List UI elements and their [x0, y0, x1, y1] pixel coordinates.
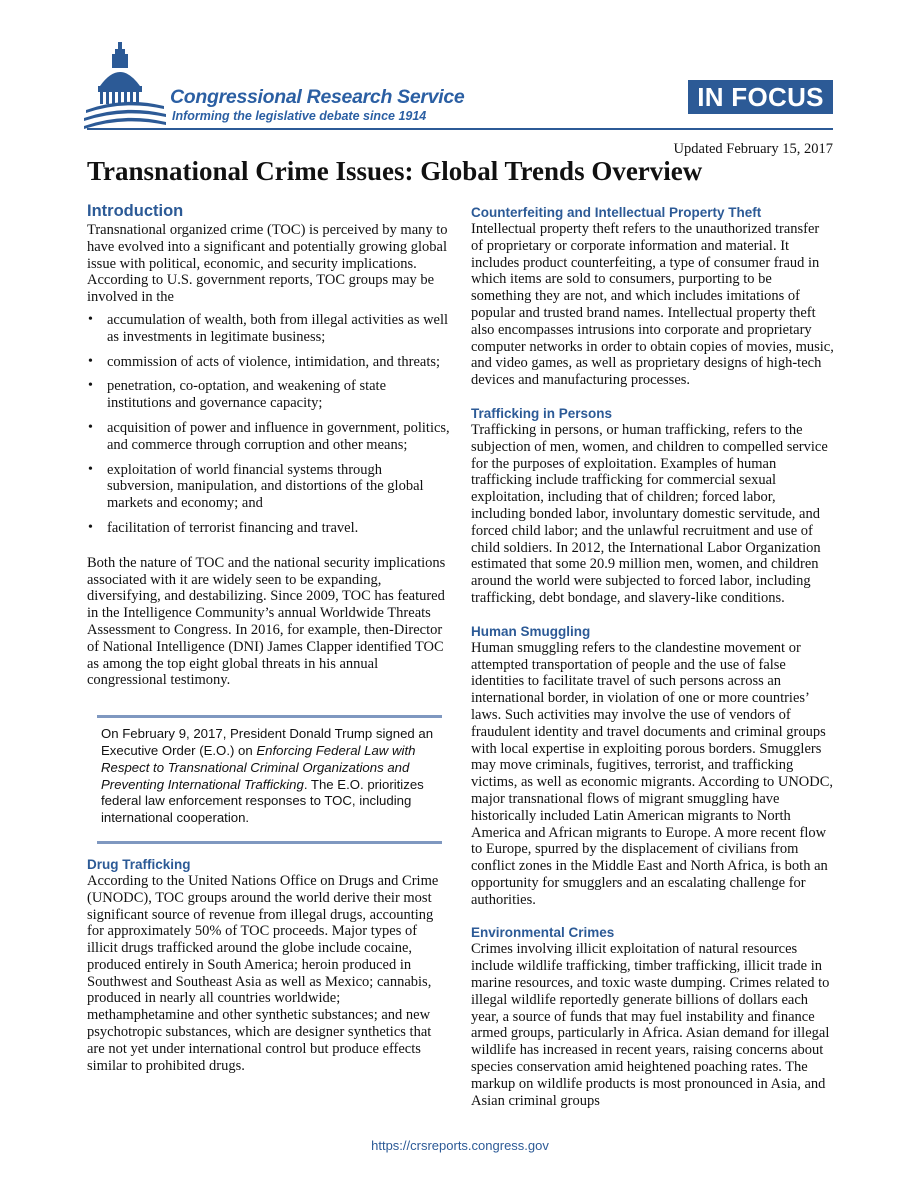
- in-focus-badge: IN FOCUS: [688, 80, 833, 114]
- right-column: [471, 204, 834, 1109]
- bullet-item: • acquisition of power and influence in government, politics, and commerce through corruption and other means;: [87, 420, 450, 454]
- counterfeiting-paragraph: Intellectual property theft refers to the unauthorized transfer of proprietary or corporate information and material. It includes product counterfeiting, a type of consumer fraud in which items are sold to consumers, purporting to be something they are not, and which includes imitations of popular and trusted brand names. Intellectual property theft also encompasses intrusions into corporate and proprietary computer networks in order to obtain copies of movies, music, and video games, as well as proprietary designs of high-tech devices and manufacturing processes.: [471, 221, 834, 389]
- org-name: Congressional Research Service: [170, 86, 465, 108]
- callout-order-title: Enforcing Federal Law with Respect to Transnational Criminal Organizations and Preventing International Trafficking: [101, 742, 416, 792]
- updated-date: Updated February 15, 2017: [673, 141, 833, 157]
- intro-paragraph: Transnational organized crime (TOC) is perceived by many to have evolved into a significant and potentially growing global issue with political, economic, and security implications. According to U.S. government reports, TOC groups may be involved in the: [87, 222, 448, 306]
- bullet-item: • accumulation of wealth, both from illegal activities as well as investments in legitimate business;: [87, 312, 450, 346]
- drug-trafficking-paragraph: According to the United Nations Office on Drugs and Crime (UNODC), TOC groups around the world derive their most significant source of revenue from illegal drugs, accounting for approximately 50% of TOC proceeds. Major types of illicit drugs trafficked around the globe include cocaine, produced entirely in South America; heroin produced in Southwest and Southeast Asia as well as Mexico; cannabis, produced in nearly all countries worldwide; methamphetamine and other synthetic substances; and new psychotropic substances, which are designer synthetics that are not yet under international control but produce effects similar to prohibited drugs.: [87, 872, 439, 1074]
- capitol-dome-logo: [84, 40, 166, 132]
- environmental-crimes-paragraph: Crimes involving illicit exploitation of natural resources include wildlife trafficking, timber trafficking, illicit trade in marine resources, and toxic waste dumping. Crimes related to illegal wildlife reportedly generate billions of dollars each year, a source of funds that may fuel instability and finance armed groups, particularly in Africa. Asian demand for illegal wildlife has increased in recent years, raising concerns about species conservation amid heightened poaching rates. The markup on wildlife products is most pronounced in Asia, and Asian criminal groups: [471, 941, 830, 1109]
- callout-text-end: . The E.O. prioritizes federal law enforcement responses to TOC, including international cooperation.: [101, 776, 424, 826]
- section-heading-environmental-crimes: Environmental Crimes: [471, 925, 615, 941]
- section-heading-introduction: Introduction: [87, 202, 184, 220]
- left-column: [87, 201, 450, 1074]
- section-heading-drug-trafficking: Drug Trafficking: [87, 856, 191, 872]
- footer-url-link[interactable]: https://crsreports.congress.gov: [371, 1138, 549, 1153]
- section-heading-trafficking-in-persons: Trafficking in Persons: [471, 405, 613, 421]
- executive-order-callout: [97, 715, 442, 844]
- section-heading-counterfeiting: Counterfeiting and Intellectual Property Theft: [471, 205, 762, 220]
- header-rule: [87, 128, 833, 130]
- bullet-item: • exploitation of world financial systems through subversion, manipulation, and distortions of the global markets and economy; and: [87, 462, 450, 512]
- human-smuggling-paragraph: Human smuggling refers to the clandestine movement or attempted transportation of people and the use of false identities to facilitate travel of such persons across an international border, in violation of one or more countries’ laws. Such activities may involve the use of vendors of fraudulent identity and travel documents and criminal groups with local expertise in exploiting porous borders. Smugglers may move criminals, fugitives, terrorist, and trafficking victims, as well as economic migrants. According to UNODC, major transnational flows of migrant smuggling have historically included Latin American migrants to North America and African migrants to Europe. A more recent flow to Europe, spurred by the displacement of civilians from conflict zones in the Middle East and North Africa, is both an opportunity for smugglers and an escalating challenge for authorities.: [471, 639, 834, 908]
- threats-paragraph: Both the nature of TOC and the national security implications associated with it are widely seen to be expanding, diversifying, and destabilizing. Since 2009, TOC has featured in the Intelligence Community’s annual Worldwide Threats Assessment to Congress. In 2016, for example, then-Director of National Intelligence (DNI) James Clapper identified TOC as among the top eight global threats in his annual congressional testimony.: [87, 554, 446, 689]
- trafficking-in-persons-paragraph: Trafficking in persons, or human trafficking, refers to the subjection of men, women, and children to compelled service for the purposes of exploitation. Examples of human trafficking include trafficking for commercial sexual exploitation, including that of children; forced labor, including bonded labor, involuntary domestic servitude, and forced child labor; and the unlawful recruitment and use of child soldiers. In 2012, the International Labor Organization estimated that some 20.9 million men, women, and children around the world were subjected to forced labor, including trafficking, debt bondage, and slavery-like conditions.: [471, 421, 828, 606]
- document-title: Transnational Crime Issues: Global Trends Overview: [87, 156, 703, 186]
- bullet-item: • commission of acts of violence, intimidation, and threats;: [87, 354, 450, 371]
- callout-text: On February 9, 2017, President Donald Trump signed an Executive Order (E.O.) on: [101, 726, 434, 758]
- toc-activities-list: [87, 312, 450, 537]
- section-heading-human-smuggling: Human Smuggling: [471, 623, 591, 639]
- org-tagline: Informing the legislative debate since 1914: [172, 109, 427, 123]
- bullet-item: • penetration, co-optation, and weakening of state institutions and governance capacity;: [87, 378, 450, 412]
- bullet-item: • facilitation of terrorist financing and travel.: [87, 520, 450, 537]
